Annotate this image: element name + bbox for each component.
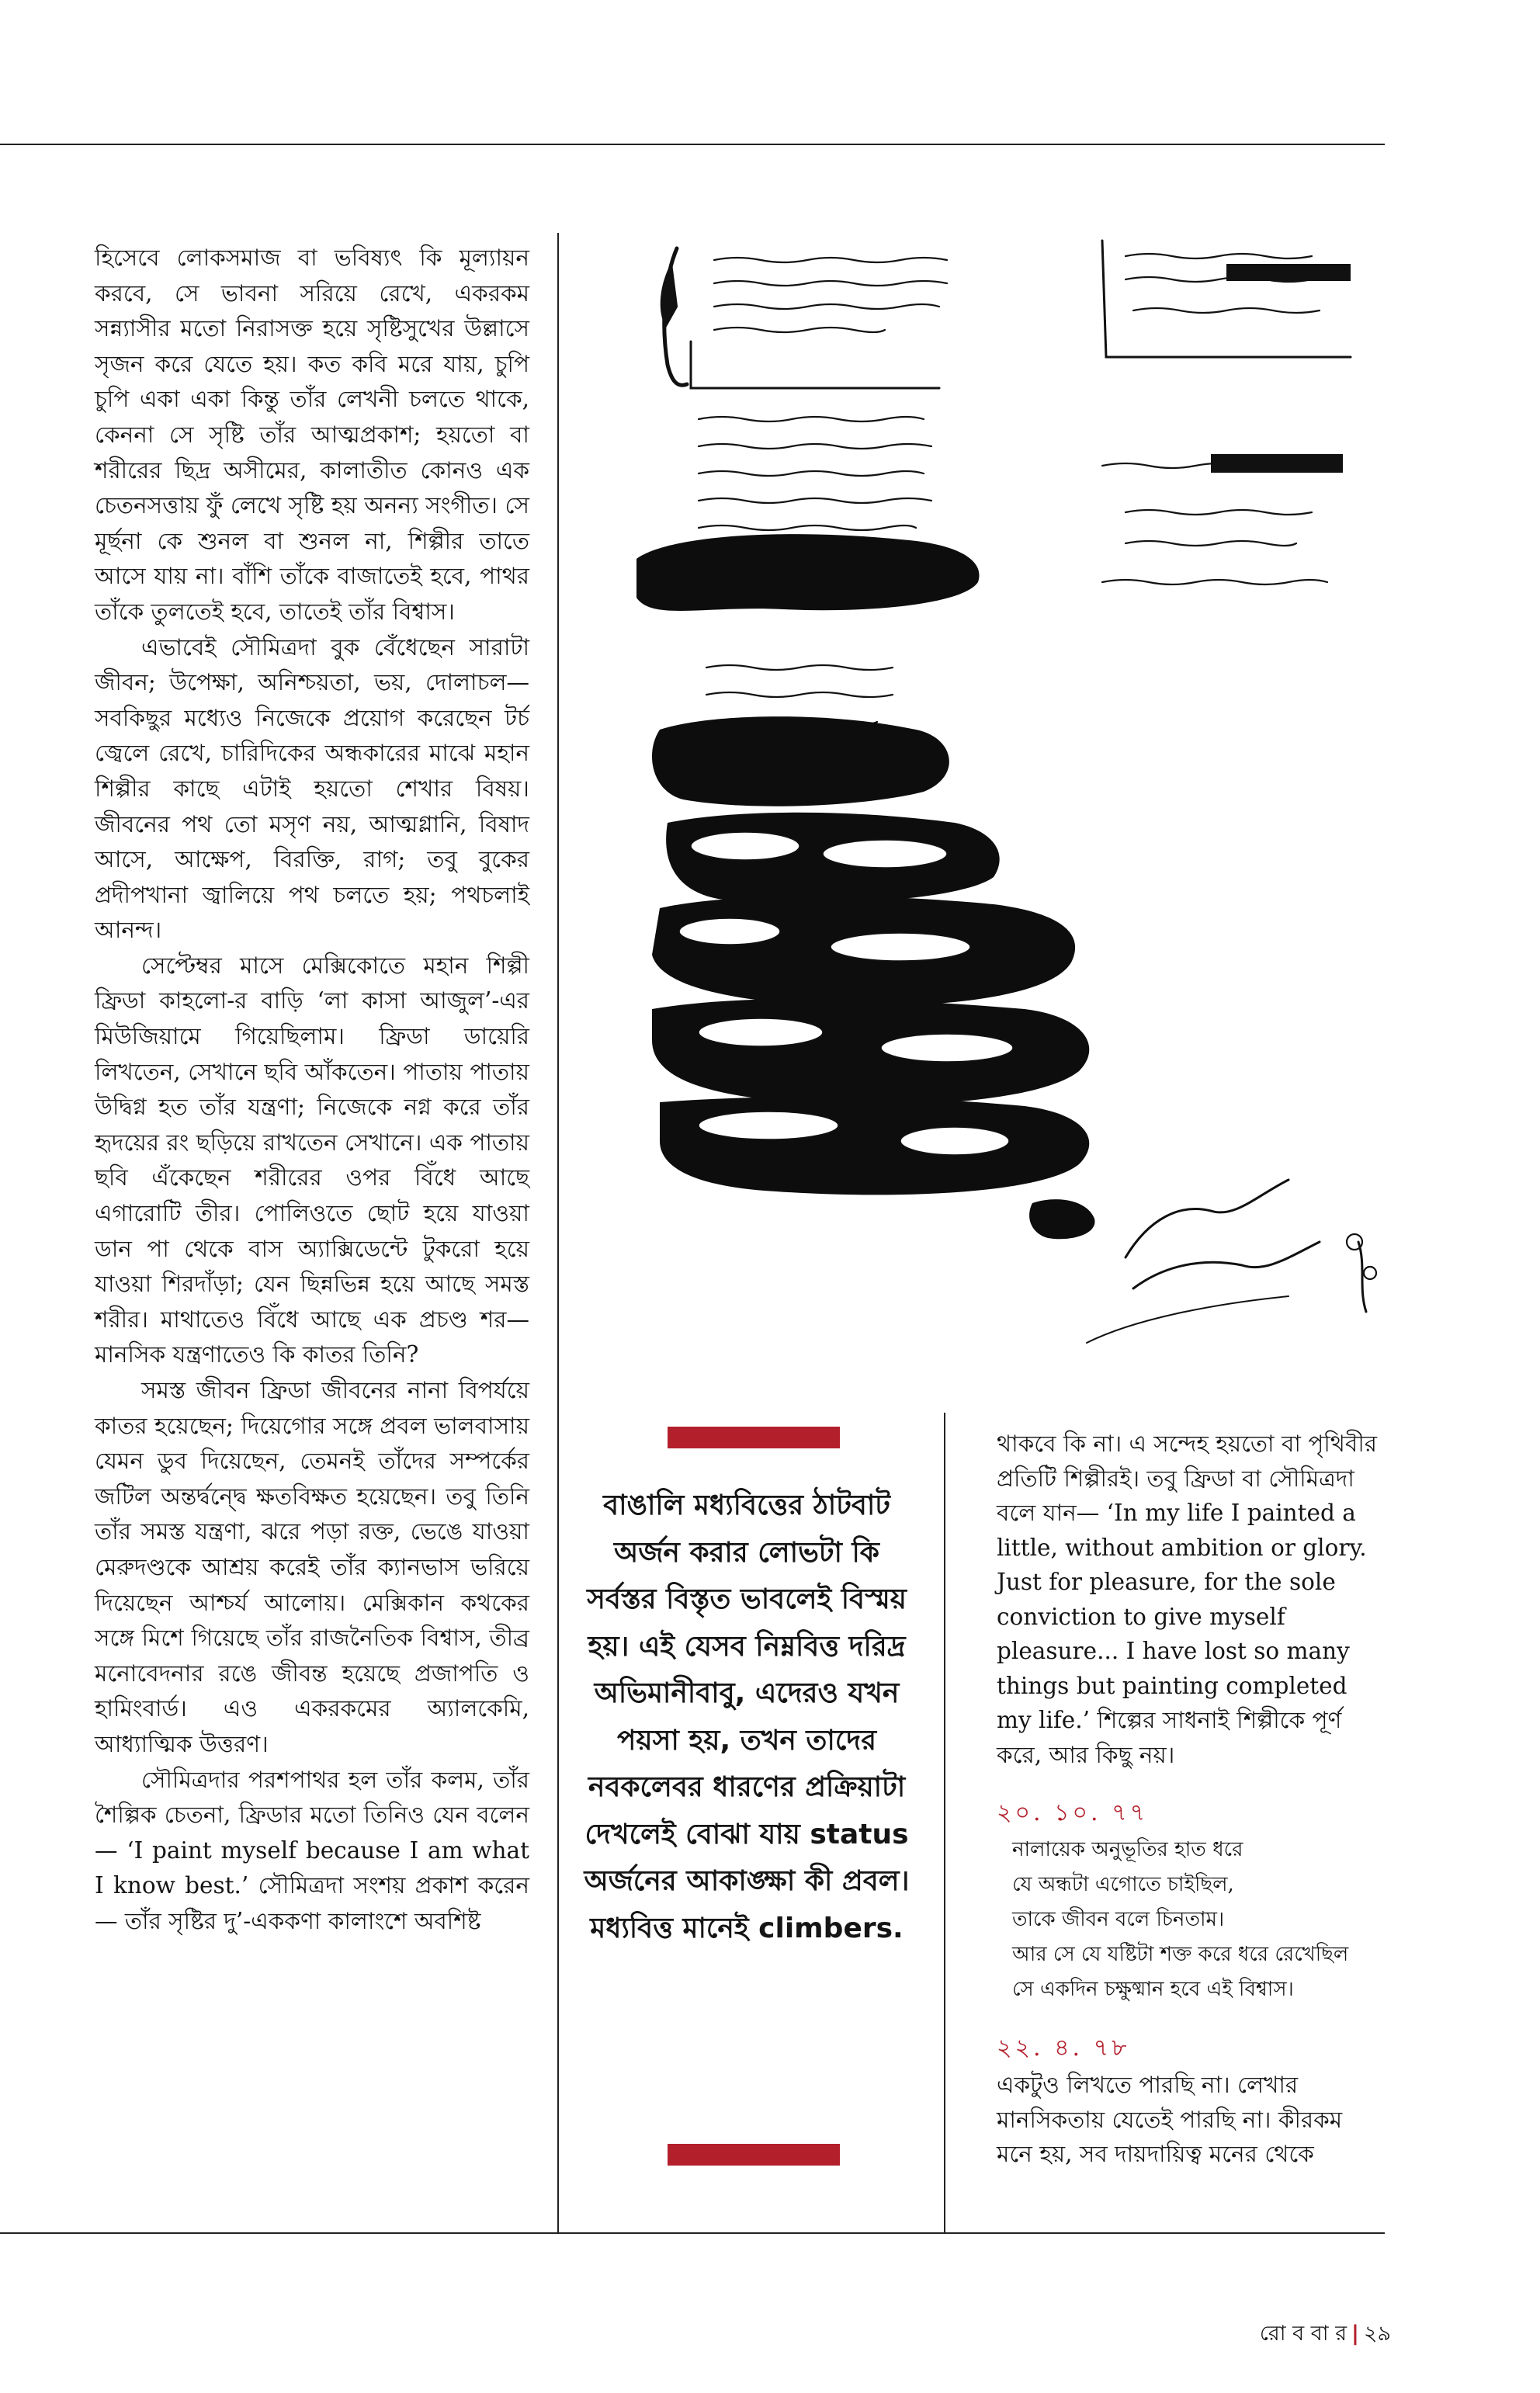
manuscript-image — [590, 233, 1385, 1382]
bottom-rule — [0, 2232, 1385, 2234]
paragraph-2: এভাবেই সৌমিত্রদা বুক বেঁধেছেন সারাটা জীবন; উপেক্ষা, অনিশ্চয়তা, ভয়, দোলাচল— সবকিছুর মধ্যেও নিজেকে প্রয়োগ করেছেন টর্চ জ্বেলে রেখে, চারিদিকের অন্ধকারের মাঝে মহান শিল্পীর কাছে এটাই হয়তো শেখার বিষয়। জীবনের পথ তো মসৃণ নয়, আত্মগ্লানি, বিষাদ আসে, আক্ষেপ, বিরক্তি, রাগ; তবু বুকের প্রদীপখানা জ্বালিয়ে পথ চলতে হয়; পথচলাই আনন্দ। — [95, 633, 529, 944]
paragraph-4: সমস্ত জীবন ফ্রিডা জীবনের নানা বিপর্যয়ে কাতর হয়েছেন; দিয়েগোর সঙ্গে প্রবল ভালবাসায় যেমন ডুব দিয়েছেন, তেমনই তাঁদের সম্পর্কের জটিল অন্তর্দ্বন্দ্বে ক্ষতবিক্ষত হয়েছেন। তবু তিনি তাঁর সমস্ত যন্ত্রণা, ঝরে পড়া রক্ত, ভেঙে যাওয়া মেরুদণ্ডকে আশ্রয় করেই তাঁর ক্যানভাস ভরিয়ে দিয়েছেন আশ্চর্য আলোয়। মেক্সিকান কথকের সঙ্গে মিশে গিয়েছে তাঁর রাজনৈতিক বিশ্বাস, তীব্র মনোবেদনার রঙে জীবন্ত হয়েছে প্রজাপতি ও হামিংবার্ড। এও একরকমের অ্যালকেমি, আধ্যাত্মিক উত্তরণ। — [95, 1377, 529, 1757]
poem-line: তাকে জীবন বলে চিনতাম। — [1012, 1908, 1225, 1931]
paragraph-3: সেপ্টেম্বর মাসে মেক্সিকোতে মহান শিল্পী ফ্রিডা কাহলো-র বাড়ি ‘লা কাসা আজুল’-এর মিউজিয়ামে গিয়েছিলাম। ফ্রিডা ডায়েরি লিখতেন, সেখানে ছবি আঁকতেন। পাতায় পাতায় উদ্বিগ্ন হত তাঁর যন্ত্রণা; নিজেকে নগ্ন করে তাঁর হৃদয়ের রং ছড়িয়ে রাখতেন সেখানে। এক পাতায় ছবি এঁকেছেন শরীরের ওপর বিঁধে আছে এগারোটি তীর। পোলিওতে ছোট হয়ে যাওয়া ডান পা থেকে বাস অ্যাক্সিডেন্টে টুকরো হয়ে যাওয়া শিরদাঁড়া; যেন ছিন্নভিন্ন হয়ে আছে সমস্ত শরীর। মাথাতেও বিঁধে আছে এক প্রচণ্ড শর— মানসিক যন্ত্রণাতেও কি কাতর তিনি? — [95, 952, 529, 1368]
pull-quote: বাঙালি মধ্যবিত্তের ঠাটবাট অর্জন করার লোভটা কি সর্বস্তর বিস্তৃত ভাবলেই বিস্ময় হয়। এই যেসব নিম্নবিত্ত দরিদ্র অভিমানীবাবু, এদেরও যখন পয়সা হয়, তখন তাদের নবকলেবর ধারণের প্রক্রিয়াটা দেখলেই বোঝা যায় status অর্জনের আকাঙ্ক্ষা কী প্রবল। মধ্যবিত্ত মানেই climbers. — [584, 1490, 910, 1944]
poem-line: নালায়েক অনুভূতির হাত ধরে — [1012, 1838, 1243, 1861]
top-rule — [0, 144, 1385, 145]
paragraph-5: সৌমিত্রদার পরশপাথর হল তাঁর কলম, তাঁর শৈল্পিক চেতনা, ফ্রিডার মতো তিনিও যেন বলেন— ‘I paint myself because I am what I know best.’ সৌমিত্রদা সংশয় প্রকাশ করেন— তাঁর সৃষ্টির দু’-এককণা কালাংশে অবশিষ্ট — [95, 1766, 529, 1934]
manuscript-drawing — [590, 233, 1385, 1382]
right-text-column — [997, 1427, 1385, 2172]
poem-line: সে একদিন চক্ষুষ্মান হবে এই বিশ্বাস। — [1012, 1978, 1294, 2001]
footer-separator: | — [1351, 2322, 1359, 2346]
left-text-column — [95, 241, 529, 1940]
diary-date-2: ২২. ৪. ৭৮ — [997, 2034, 1130, 2062]
right-intro-paragraph: থাকবে কি না। এ সন্দেহ হয়তো বা পৃথিবীর প্রতিটি শিল্পীরই। তবু ফ্রিডা বা সৌমিত্রদা বলে যান— ‘In my life I painted a little, without ambition or glory. Just for pleasure, for the sole conviction to give myself pleasure... I have lost so many things but painting completed my life.’ শিল্পের সাধনাই শিল্পীকে পূর্ণ করে, আর কিছু নয়। — [997, 1431, 1377, 1768]
poem-line: যে অন্ধটা এগোতে চাইছিল, — [1012, 1873, 1234, 1896]
page-footer — [1260, 2318, 1391, 2353]
diary-entry-1 — [997, 1833, 1385, 2007]
page-number: ২৯ — [1363, 2322, 1391, 2346]
magazine-name: রো ব বা র — [1259, 2322, 1348, 2346]
column-divider-right — [944, 1413, 945, 2232]
diary-date-1: ২০. ১০. ৭৭ — [997, 1799, 1149, 1826]
diary-entry-2: একটুও লিখতে পারছি না। লেখার মানসিকতায় যেতেই পারছি না। কীরকম মনে হয়, সব দায়দায়িত্ব মনের থেকে — [997, 2072, 1343, 2167]
paragraph-1: হিসেবে লোকসমাজ বা ভবিষ্যৎ কি মূল্যায়ন করবে, সে ভাবনা সরিয়ে রেখে, একরকম সন্ন্যাসীর মতো নিরাসক্ত হয়ে সৃষ্টিসুখের উল্লাসে সৃজন করে যেতে হয়। কত কবি মরে যায়, চুপি চুপি একা একা কিন্তু তাঁর লেখনী চলতে থাকে, কেননা সে সৃষ্টি তাঁর আত্মপ্রকাশ; হয়তো বা শরীরের ছিদ্র অসীমের, কালাতীত কোনও এক চেতনসত্তায় ফুঁ লেখে সৃষ্টি হয় অনন্য সংগীত। সে মূর্ছনা কে শুনল বা শুনল না, শিল্পীর তাতে আসে যায় না। বাঁশি তাঁকে বাজাতেই হবে, পাথর তাঁকে তুলতেই হবে, তাতেই তাঁর বিশ্বাস। — [95, 245, 529, 625]
poem-line: আর সে যে যষ্টিটা শক্ত করে ধরে রেখেছিল — [1012, 1943, 1349, 1966]
pull-quote-bottom-bar — [668, 2144, 840, 2166]
pull-quote-top-bar — [668, 1427, 840, 1448]
column-divider-left — [557, 233, 559, 2232]
